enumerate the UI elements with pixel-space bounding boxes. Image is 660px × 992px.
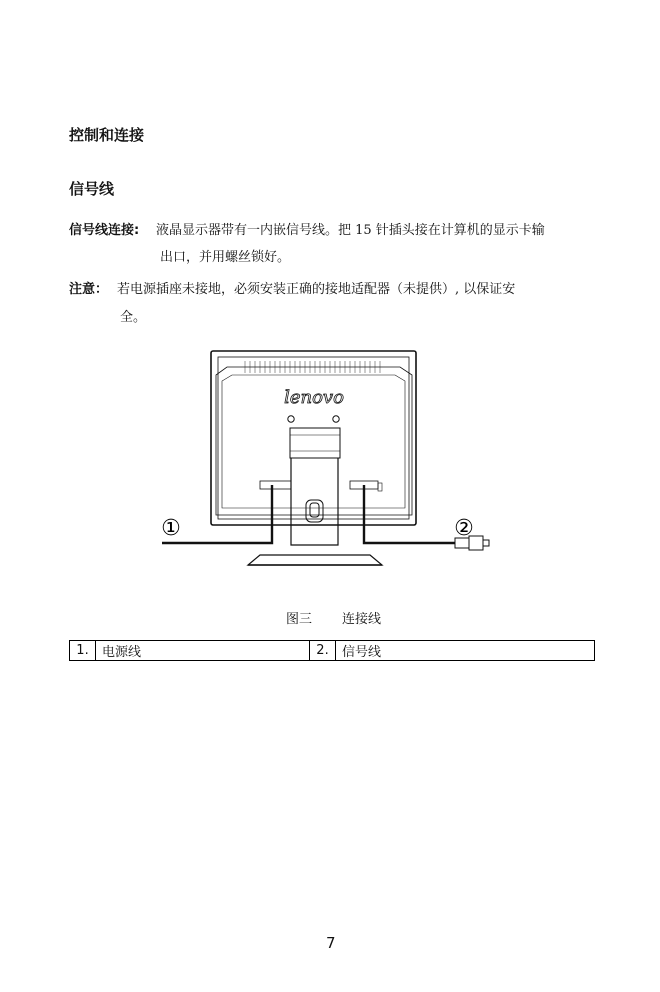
brand-logo: lenovo xyxy=(284,387,344,408)
monitor-back-diagram xyxy=(150,345,520,570)
page-number: 7 xyxy=(326,934,336,952)
legend-row xyxy=(70,641,595,661)
paragraph1-line2: 出口，并用螺丝锁好。 xyxy=(160,250,291,265)
marker-2: ② xyxy=(454,516,474,541)
legend-label-1: 电源线 xyxy=(96,641,310,661)
signal-cable-label: 信号线连接: xyxy=(69,223,140,238)
legend-table xyxy=(69,640,595,661)
note-label: 注意： xyxy=(69,282,109,297)
legend-label-2: 信号线 xyxy=(336,641,595,661)
legend-number-2: 2. xyxy=(310,641,336,661)
figure-caption-title: 连接线 xyxy=(342,612,382,627)
paragraph1-line1: 液晶显示器带有一内嵌信号线。把 15 针插头接在计算机的显示卡输 xyxy=(156,223,545,238)
paragraph2-line2: 全。 xyxy=(120,310,147,325)
subsection-title: 信号线 xyxy=(69,180,115,198)
paragraph2-line1: 若电源插座未接地，必须安装正确的接地适配器（未提供）, 以保证安 xyxy=(117,282,516,297)
figure-caption-number: 图三 xyxy=(286,612,313,627)
legend-number-1: 1. xyxy=(70,641,96,661)
section-title: 控制和连接 xyxy=(69,126,145,144)
marker-1: ① xyxy=(161,516,181,541)
